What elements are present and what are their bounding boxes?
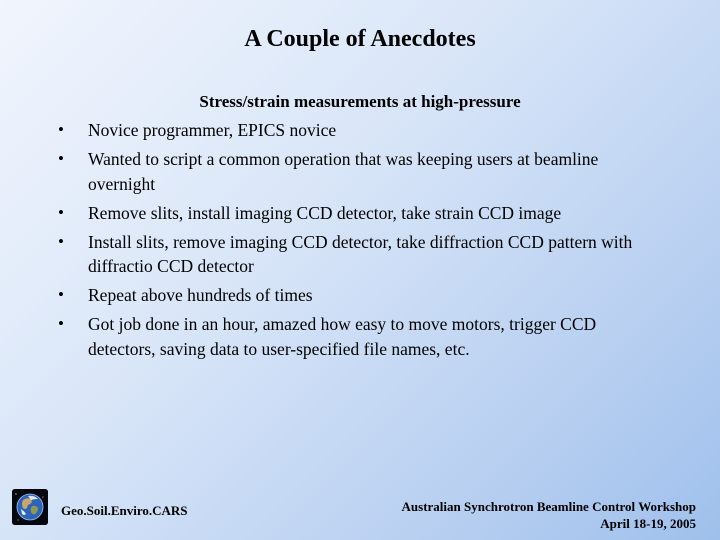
bullet-text: Repeat above hundreds of times [88, 285, 313, 305]
bullet-item [58, 118, 668, 143]
slide-title: A Couple of Anecdotes [244, 26, 476, 52]
bullet-item [58, 283, 668, 308]
bullet-item [58, 312, 668, 361]
bullet-dot-icon: • [58, 202, 64, 222]
bullet-text: Remove slits, install imaging CCD detector, take strain CCD image [88, 202, 562, 223]
footer-event-date: April 18-19, 2005 [600, 516, 696, 531]
bullet-text: Wanted to script a common operation that was keeping users at beamline overnight [88, 149, 599, 194]
bullet-text: Install slits, remove imaging CCD detector, take diffraction CCD pattern with diffractio CCD detector [88, 231, 633, 276]
bullet-item [58, 147, 668, 196]
bullet-text: Got job done in an hour, amazed how easy to move motors, trigger CCD detectors, saving data to user-specified file names, etc. [88, 314, 597, 359]
slide-subtitle: Stress/strain measurements at high-pressure [199, 92, 521, 111]
bullet-dot-icon: • [58, 285, 64, 304]
footer-organization: Geo.Soil.Enviro.CARS [61, 503, 188, 518]
bullet-item [58, 230, 668, 279]
bullet-text: Novice programmer, EPICS novice [88, 120, 337, 140]
footer-event [402, 498, 696, 532]
bullet-dot-icon: • [58, 149, 64, 168]
bullet-dot-icon: • [58, 314, 64, 333]
bullet-dot-icon: • [58, 231, 64, 251]
bullet-list [58, 118, 668, 366]
footer-event-title: Australian Synchrotron Beamline Control Workshop [401, 499, 696, 514]
earth-globe-icon [12, 489, 48, 525]
bullet-item [58, 201, 668, 226]
bullet-dot-icon: • [58, 120, 64, 139]
